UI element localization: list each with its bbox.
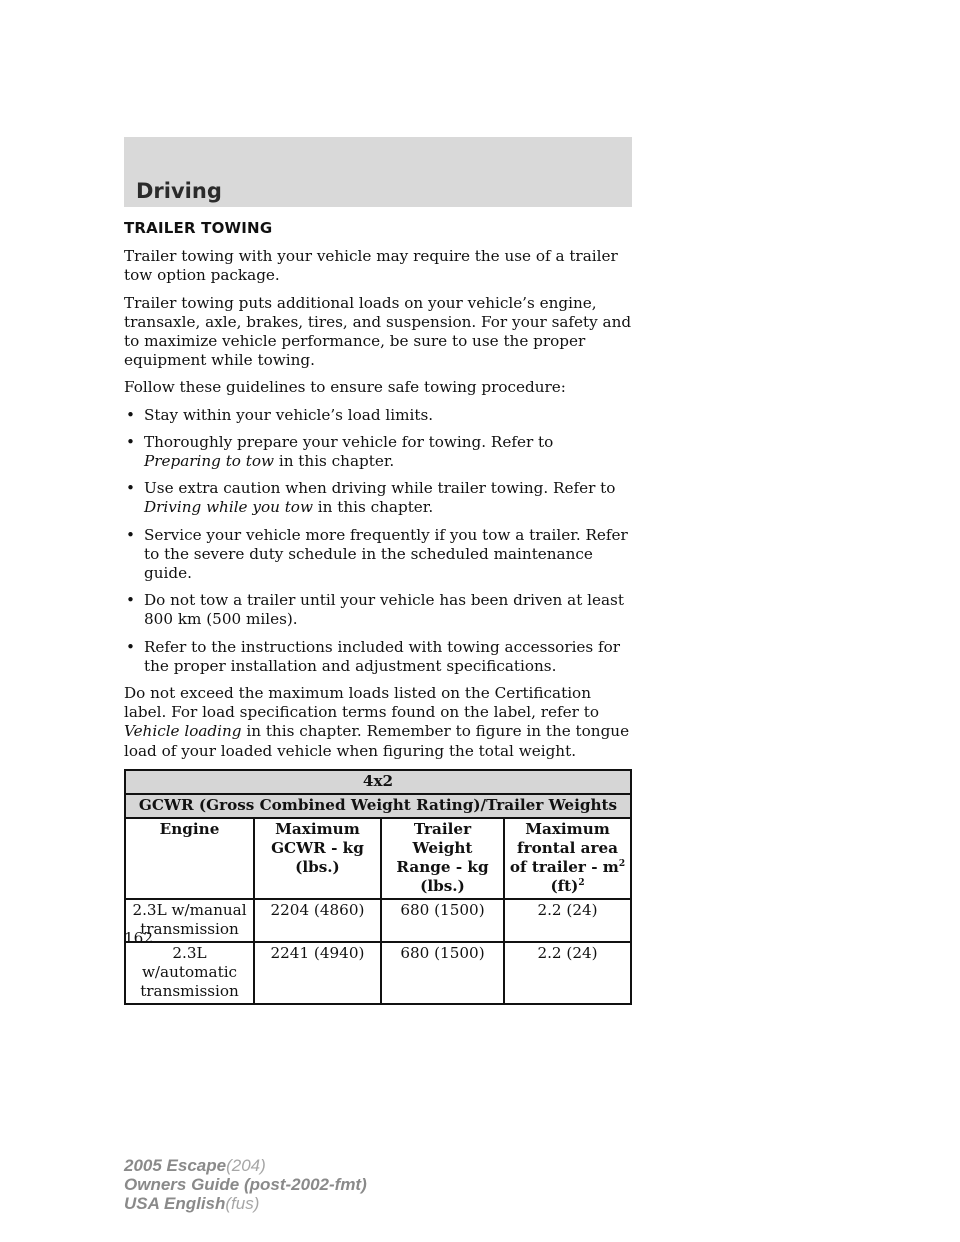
trailer-weights-table [124,769,632,1005]
paragraph-additional-loads: Trailer towing puts additional loads on your vehicle’s engine, transaxle, axle, brakes, tires, and suspension. For your safety and to maximize vehicle performance, be sure to use the proper equipment while towing. [124,293,632,370]
list-item: • Thoroughly prepare your vehicle for towing. Refer to Preparing to tow in this chapter. [126,432,554,471]
page-content [124,219,634,1005]
reference-vehicle-loading: Vehicle loading [124,722,242,741]
cell-engine: 2.3L w/automatic transmission [125,942,254,1004]
cell-trailer-weight: 680 (1500) [381,899,504,942]
list-item: • Use extra caution when driving while trailer towing. Refer to Driving while you tow in this chapter. [126,479,616,517]
cell-gcwr: 2204 (4860) [254,899,381,942]
section-header-band [124,137,632,207]
bullet-icon: • [126,405,135,424]
guideline-list [124,406,634,676]
table-subtitle: GCWR (Gross Combined Weight Rating)/Trailer Weights [125,794,631,818]
list-item: • Stay within your vehicle’s load limits. [126,405,434,424]
footer-line-model: 2005 Escape(204) [124,1156,266,1175]
cell-frontal-area: 2.2 (24) [504,942,631,1004]
column-header-engine: Engine [125,818,254,899]
page-heading: TRAILER TOWING [124,219,273,237]
list-item: • Do not tow a trailer until your vehicle has been driven at least 800 km (500 miles). [126,591,624,629]
bullet-icon: • [126,479,135,498]
table-row [125,899,631,942]
bullet-icon: • [126,637,135,656]
column-header-trailer-weight: Trailer Weight Range - kg (lbs.) [381,818,504,899]
list-item: • Refer to the instructions included with towing accessories for the proper installation and adjustment specifications. [126,637,621,675]
cell-trailer-weight: 680 (1500) [381,942,504,1004]
page-number: 162 [124,929,153,947]
cell-gcwr: 2241 (4940) [254,942,381,1004]
reference-driving-while-you-tow: Driving while you tow [144,498,313,517]
paragraph-maximum-loads: Do not exceed the maximum loads listed on the Certification label. For load specification terms found on the label, refer to Vehicle loading in this chapter. Remember to figure in the tongue load of your loaded vehicle when figuring the total weight. [124,684,630,760]
bullet-icon: • [126,591,135,610]
footer-line-guide: Owners Guide (post-2002-fmt) [124,1175,367,1194]
footer-line-language: USA English(fus) [124,1194,260,1213]
column-header-frontal-area: Maximum frontal area of trailer - $m^2$ (ft)$^2$ [504,818,631,899]
table-title: 4x2 [125,770,631,794]
bullet-icon: • [126,525,135,544]
column-header-gcwr: Maximum GCWR - kg (lbs.) [254,818,381,899]
paragraph-option-package: Trailer towing with your vehicle may require the use of a trailer tow option package. [124,247,618,285]
document-footer [124,1156,367,1213]
table-row [125,942,631,1004]
cell-engine: 2.3L w/manual transmission [125,899,254,942]
bullet-icon: • [126,432,135,451]
cell-frontal-area: 2.2 (24) [504,899,631,942]
paragraph-guidelines-intro: Follow these guidelines to ensure safe towing procedure: [124,378,566,397]
reference-preparing-to-tow: Preparing to tow [144,452,275,471]
section-title: Driving [136,179,222,203]
list-item: • Service your vehicle more frequently if you tow a trailer. Refer to the severe duty schedule in the scheduled maintenance guide. [126,525,628,583]
